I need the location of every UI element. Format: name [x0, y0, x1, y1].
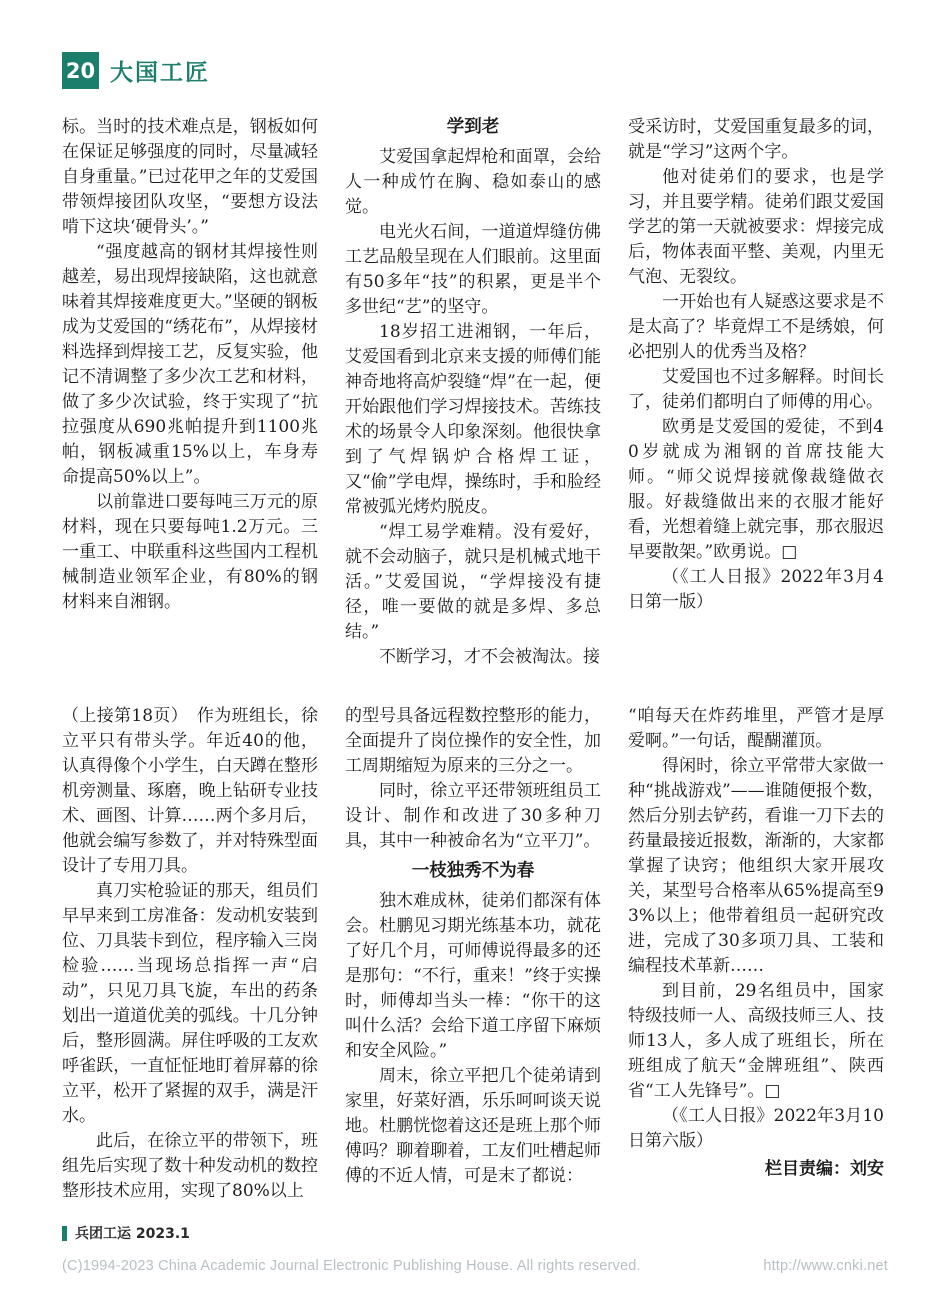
- article-subheading: 一枝独秀不为春: [411, 861, 535, 881]
- paragraph: 同时，徐立平还带领班组员工设计、制作和改进了30多种刀具，其中一种被命名为“立平刀”。: [345, 781, 601, 851]
- paragraph: “强度越高的钢材其焊接性则越差，易出现焊接缺陷，这也就意味着其焊接难度更大。”坚硬的钢板成为艾爱国的“绣花布”，从焊接材料选择到焊接工艺，反复实验，他记不清调整了多少次工艺和材料，做了多少次试验，终于实现了“抗拉强度从690兆帕提升到1100兆帕，钢板减重15%以上，车身寿命提高50%以上”。: [62, 242, 318, 487]
- page-body: [62, 115, 888, 1204]
- editor-credit: 栏目责编：刘安: [765, 1159, 884, 1179]
- journal-issue-line: [62, 1223, 888, 1243]
- paragraph: 得闲时，徐立平常带大家做一种“挑战游戏”——谁随便报个数，然后分别去铲药，看谁一刀下去的药量最接近报数，渐渐的，大家都掌握了诀窍；他组织大家开展攻关，某型号合格率从65%提高至93%以上；他带着组员一起研究改进，完成了30多项刀具、工装和编程技术革新……: [628, 756, 884, 976]
- paragraph: 电光火石间，一道道焊缝仿佛工艺品般呈现在人们眼前。这里面有50多年“技”的积累，更是半个多世纪“艺”的坚守。: [345, 222, 601, 317]
- paragraph-continued: 受采访时，艾爱国重复最多的词，就是“学习”这两个字。: [628, 117, 884, 162]
- page-number: 20: [65, 58, 96, 83]
- paragraph: 一开始也有人疑惑这要求是不是太高了？毕竟焊工不是绣娘，何必把别人的优秀当及格？: [628, 292, 884, 362]
- paragraph-continued: “咱每天在炸药堆里，严管才是厚爱啊。”一句话，醍醐灌顶。: [628, 706, 884, 751]
- paragraph-continued: 的型号具备远程数控整形的能力，全面提升了岗位操作的安全性，加工周期缩短为原来的三分之一。: [345, 706, 601, 776]
- article-top: [62, 115, 888, 670]
- journal-issue: 兵团工运 2023.1: [75, 1226, 190, 1242]
- accent-bar: [62, 1226, 67, 1241]
- paragraph: “焊工易学难精。没有爱好，就不会动脑子，就只是机械式地干活。”艾爱国说，“学焊接没有捷径，唯一要做的就是多焊、多总结。”: [345, 522, 601, 642]
- page-number-badge: [62, 52, 99, 89]
- source-citation: （《工人日报》2022年3月10日第六版）: [628, 1106, 884, 1151]
- copyright-line: [62, 1258, 888, 1274]
- paragraph: 周末，徐立平把几个徒弟请到家里，好菜好酒，乐乐呵呵谈天说地。杜鹏恍惚着这还是班上那个师傅吗？聊着聊着，工友们吐槽起师傅的不近人情，可是末了都说：: [345, 1066, 601, 1186]
- article-bottom-column-2: [345, 704, 601, 1204]
- paragraph: 独木难成林，徒弟们都深有体会。杜鹏见习期光练基本功，就花了好几个月，可师傅说得最多的还是那句：“不行，重来！”终于实操时，师傅却当头一棒：“你干的这叫什么活？会给下道工序留下麻烦和安全风险。”: [345, 891, 601, 1061]
- paragraph: 此后，在徐立平的带领下，班组先后实现了数十种发动机的数控整形技术应用，实现了80%以上: [62, 1131, 318, 1201]
- page-footer: [62, 1223, 888, 1274]
- copyright-text: (C)1994-2023 China Academic Journal Electronic Publishing House. All rights reserved.: [62, 1258, 641, 1274]
- source-citation: （《工人日报》2022年3月4日第一版）: [628, 567, 884, 612]
- paragraph: 不断学习，才不会被淘汰。接: [379, 647, 600, 667]
- paragraph: 他对徒弟们的要求，也是学习，并且要学精。徒弟们跟艾爱国学艺的第一天就被要求：焊接完成后，物体表面平整、美观，内里无气泡、无裂纹。: [628, 167, 884, 287]
- section-title: 大国工匠: [110, 60, 210, 86]
- paragraph-continued: 标。当时的技术难点是，钢板如何在保证足够强度的同时，尽量减轻自身重量。”已过花甲之年的艾爱国带领焊接团队攻坚，“要想方设法啃下这块‘硬骨头’。”: [62, 117, 318, 237]
- paragraph: 真刀实枪验证的那天，组员们早早来到工房准备：发动机安装到位、刀具装卡到位，程序输入三岗检验……当现场总指挥一声“启动”，只见刀具飞旋，车出的药条划出一道道优美的弧线。十几分钟后，整形圆满。屏住呼吸的工友欢呼雀跃，一直怔怔地盯着屏幕的徐立平，松开了紧握的双手，满是汗水。: [62, 881, 318, 1126]
- page-header: [62, 52, 888, 89]
- article-top-column-3: [628, 115, 884, 670]
- paragraph-continued: （上接第18页） 作为班组长，徐立平只有带头学。年近40的他，认真得像个小学生，白天蹲在整形机旁测量、琢磨，晚上钻研专业技术、画图、计算……两个多月后，他就会编写参数了，并对特殊型面设计了专用刀具。: [62, 706, 318, 876]
- cnki-url: http://www.cnki.net: [763, 1258, 888, 1274]
- paragraph: 欧勇是艾爱国的爱徒，不到40岁就成为湘钢的首席技能大师。“师父说焊接就像裁缝做衣服。好裁缝做出来的衣服才能好看，光想着缝上就完事，那衣服迟早要散架。”欧勇说。□: [628, 417, 884, 562]
- paragraph: 以前靠进口要每吨三万元的原材料，现在只要每吨1.2万元。三一重工、中联重科这些国内工程机械制造业领军企业，有80%的钢材料来自湘钢。: [62, 492, 318, 612]
- article-top-column-2: [345, 115, 601, 670]
- paragraph: 到目前，29名组员中，国家特级技师一人、高级技师三人、技师13人，多人成了班组长，所在班组成了航天“金牌班组”、陕西省“工人先锋号”。□: [628, 981, 884, 1101]
- article-subheading: 学到老: [446, 117, 500, 137]
- paragraph: 艾爱国也不过多解释。时间长了，徒弟们都明白了师傅的用心。: [628, 367, 884, 412]
- article-top-column-1: [62, 115, 318, 670]
- paragraph: 18岁招工进湘钢，一年后，艾爱国看到北京来支援的师傅们能神奇地将高炉裂缝“焊”在一起，便开始跟他们学习焊接技术。苦练技术的场景令人印象深刻。他很快拿到了气焊锅炉合格焊工证，又“偷”学电焊，操练时，手和脸经常被弧光烤灼脱皮。: [345, 322, 601, 517]
- paragraph: 艾爱国拿起焊枪和面罩，会给人一种成竹在胸、稳如泰山的感觉。: [345, 147, 601, 217]
- article-bottom: [62, 704, 888, 1204]
- article-bottom-column-3: [628, 704, 884, 1204]
- article-bottom-column-1: [62, 704, 318, 1204]
